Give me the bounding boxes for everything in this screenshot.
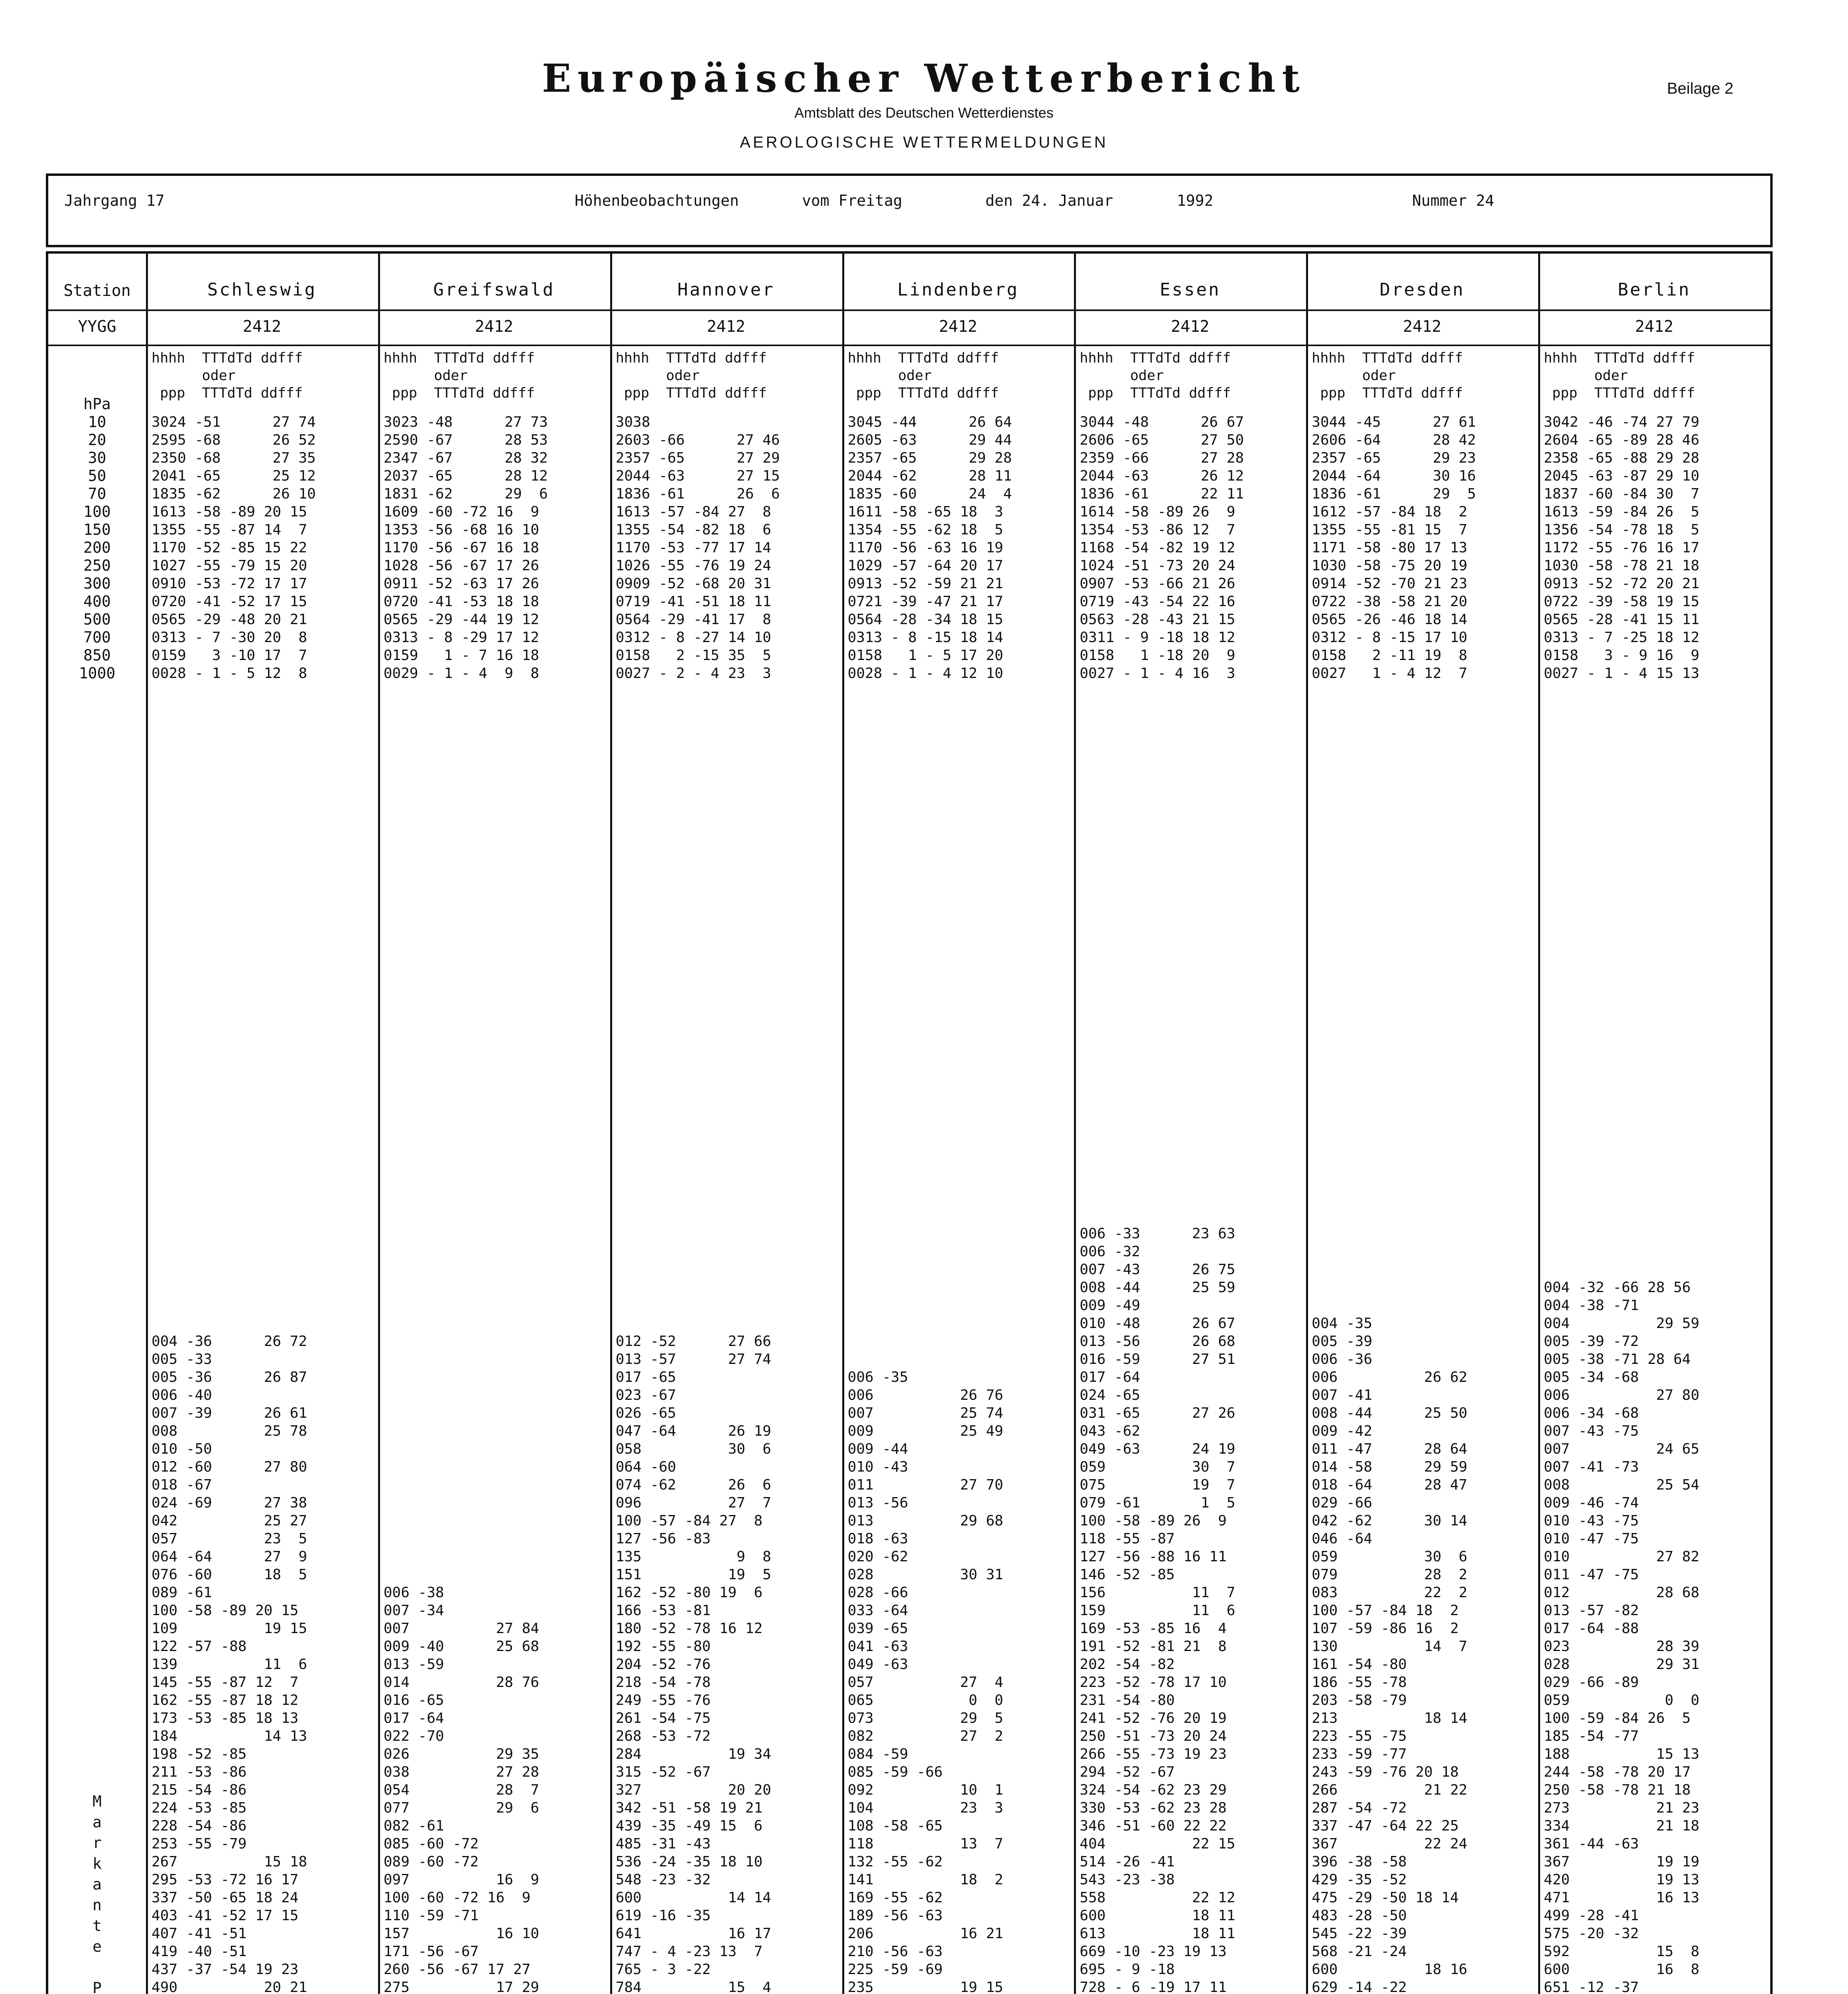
column-divider [1538, 254, 1540, 1994]
page-title: Europäischer Wetterbericht [542, 56, 1306, 101]
column-divider [610, 254, 612, 1994]
column-subheader: hhhh TTTdTd ddfff oder ppp TTTdTd ddfff [152, 350, 303, 401]
station-yygg: 2412 [242, 317, 282, 336]
significant-points: 006 -38 007 -34 007 27 84 009 -40 25 68 013 -59 014 28 76 016 -65 017 -64 022 -70 026 29 35 038 27 28 054 28 7 077 29 6 082 -61 085 -60 -72 089 -60 -72 097 16 9 100 -60 -72 16 9 110 -59 -71 157 16 10 171 -56 -67 260 -56 -67 17 27 275 17 29 [383, 1584, 539, 1994]
column-divider [1074, 254, 1076, 1994]
markante-punkte-label: M a r k a n t e P [93, 1793, 102, 1994]
station-label: Station [63, 282, 131, 300]
standard-levels: 3042 -46 -74 27 79 2604 -65 -89 28 46 2358 -65 -88 29 28 2045 -63 -87 29 10 1837 -60 -84 30 7 1613 -59 -84 26 5 1356 -54 -78 18 5 1172 -55 -76 16 17 1030 -58 -78 21 18 0913 -52 -72 20 21 0722 -39 -58 19 15 0565 -28 -41 15 11 0313 - 7 -25 18 12 0158 3 - 9 16 9 0027 - 1 - 4 15 13 [1544, 414, 1700, 682]
station-yygg: 2412 [1171, 317, 1210, 336]
standard-levels: 3023 -48 27 73 2590 -67 28 53 2347 -67 28 32 2037 -65 28 12 1831 -62 29 6 1609 -60 -72 16 9 1353 -56 -68 16 10 1170 -56 -67 16 18 1028 -56 -67 17 26 0911 -52 -63 17 26 0720 -41 -53 18 18 0565 -29 -44 19 12 0313 - 8 -29 17 12 0159 1 - 7 16 18 0029 - 1 - 4 9 8 [383, 414, 548, 682]
standard-levels: 3038 2603 -66 27 46 2357 -65 27 29 2044 -63 27 15 1836 -61 26 6 1613 -57 -84 27 8 1355 -54 -82 18 6 1170 -53 -77 17 14 1026 -55 -76 19 24 0909 -52 -68 20 31 0719 -41 -51 18 11 0564 -29 -41 17 8 0312 - 8 -27 14 10 0158 2 -15 35 5 0027 - 2 - 4 23 3 [615, 414, 780, 682]
station-name: Schleswig [207, 280, 317, 300]
issue-year: 1992 [1177, 192, 1214, 209]
station-name: Hannover [677, 280, 775, 300]
row-divider [48, 309, 1770, 311]
significant-points: 006 -33 23 63 006 -32 007 -43 26 75 008 -44 25 59 009 -49 010 -48 26 67 013 -56 26 68 016 -59 27 51 017 -64 024 -65 031 -65 27 26 043 -62 049 -63 24 19 059 30 7 075 19 7 079 -61 1 5 100 -58 -89 26 9 118 -55 -87 127 -56 -88 16 11 146 -52 -85 156 11 7 159 11 6 169 -53 -85 16 4 191 -52 -81 21 8 202 -54 -82 223 -52 -78 17 10 231 -54 -80 241 -52 -76 20 19 250 -51 -73 20 24 266 -55 -73 19 23 294 -52 -67 324 -54 -62 23 29 330 -53 -62 23 28 346 -51 -60 22 22 404 22 15 514 -26 -41 543 -23 -38 558 22 12 600 18 11 613 18 11 669 -10 -23 19 13 695 - 9 -18 728 - 6 -19 17 11 [1080, 1226, 1235, 1994]
standard-levels: 3044 -48 26 67 2606 -65 27 50 2359 -66 27 28 2044 -63 26 12 1836 -61 22 11 1614 -58 -89 26 9 1354 -53 -86 12 7 1168 -54 -82 19 12 1024 -51 -73 20 24 0907 -53 -66 21 26 0719 -43 -54 22 16 0563 -28 -43 21 15 0311 - 9 -18 18 12 0158 1 -18 20 9 0027 - 1 - 4 16 3 [1080, 414, 1244, 682]
station-name: Essen [1160, 280, 1221, 300]
significant-points: 004 -36 26 72 005 -33 005 -36 26 87 006 -40 007 -39 26 61 008 25 78 010 -50 012 -60 27 80 018 -67 024 -69 27 38 042 25 27 057 23 5 064 -64 27 9 076 -60 18 5 089 -61 100 -58 -89 20 15 109 19 15 122 -57 -88 139 11 6 145 -55 -87 12 7 162 -55 -87 18 12 173 -53 -85 18 13 184 14 13 198 -52 -85 211 -53 -86 215 -54 -86 224 -53 -85 228 -54 -86 253 -55 -79 267 15 18 295 -53 -72 16 17 337 -50 -65 18 24 403 -41 -52 17 15 407 -41 -51 419 -40 -51 437 -37 -54 19 23 490 20 21 [152, 1333, 307, 1994]
issue-number: Nummer 24 [1412, 192, 1494, 209]
issue-header [46, 173, 1773, 247]
standard-levels: 3024 -51 27 74 2595 -68 26 52 2350 -68 27 35 2041 -65 25 12 1835 -62 26 10 1613 -58 -89 20 15 1355 -55 -87 14 7 1170 -52 -85 15 22 1027 -55 -79 15 20 0910 -53 -72 17 17 0720 -41 -52 17 15 0565 -29 -48 20 21 0313 - 7 -30 20 8 0159 3 -10 17 7 0028 - 1 - 5 12 8 [152, 414, 316, 682]
column-subheader: hhhh TTTdTd ddfff oder ppp TTTdTd ddfff [615, 350, 767, 401]
column-divider [378, 254, 380, 1994]
column-subheader: hhhh TTTdTd ddfff oder ppp TTTdTd ddfff [1080, 350, 1231, 401]
station-name: Lindenberg [897, 280, 1019, 300]
section-title: AEROLOGISCHE WETTERMELDUNGEN [740, 134, 1108, 151]
significant-points: 004 -35 005 -39 006 -36 006 26 62 007 -41 008 -44 25 50 009 -42 011 -47 28 64 014 -58 29 59 018 -64 28 47 029 -66 042 -62 30 14 046 -64 059 30 6 079 28 2 083 22 2 100 -57 -84 18 2 107 -59 -86 16 2 130 14 7 161 -54 -80 186 -55 -78 203 -58 -79 213 18 14 223 -55 -75 233 -59 -77 243 -59 -76 20 18 266 21 22 287 -54 -72 337 -47 -64 22 25 367 22 24 396 -38 -58 429 -35 -52 475 -29 -50 18 14 483 -28 -50 545 -22 -39 568 -21 -24 600 18 16 629 -14 -22 [1312, 1315, 1468, 1994]
significant-points: 004 -32 -66 28 56 004 -38 -71 004 29 59 005 -39 -72 005 -38 -71 28 64 005 -34 -68 006 27 80 006 -34 -68 007 -43 -75 007 24 65 007 -41 -73 008 25 54 009 -46 -74 010 -43 -75 010 -47 -75 010 27 82 011 -47 -75 012 28 68 013 -57 -82 017 -64 -88 023 28 39 028 29 31 029 -66 -89 059 0 0 100 -59 -84 26 5 185 -54 -77 188 15 13 244 -58 -78 20 17 250 -58 -78 21 18 273 21 23 334 21 18 361 -44 -63 367 19 19 420 19 13 471 16 13 499 -28 -41 575 -20 -32 592 15 8 600 16 8 651 -12 -37 [1544, 1279, 1700, 1994]
column-divider [1306, 254, 1308, 1994]
station-yygg: 2412 [1635, 317, 1674, 336]
station-yygg: 2412 [475, 317, 513, 336]
station-yygg: 2412 [939, 317, 977, 336]
station-name: Dresden [1379, 280, 1465, 300]
issue-date: den 24. Januar [985, 192, 1113, 209]
column-divider [146, 254, 148, 1994]
standard-levels: 3045 -44 26 64 2605 -63 29 44 2357 -65 29 28 2044 -62 28 11 1835 -60 24 4 1611 -58 -65 18 3 1354 -55 -62 18 5 1170 -56 -63 16 19 1029 -57 -64 20 17 0913 -52 -59 21 21 0721 -39 -47 21 17 0564 -28 -34 18 15 0313 - 8 -15 18 14 0158 1 - 5 17 20 0028 - 1 - 4 12 10 [847, 414, 1012, 682]
standard-levels: 3044 -45 27 61 2606 -64 28 42 2357 -65 29 23 2044 -64 30 16 1836 -61 29 5 1612 -57 -84 18 2 1355 -55 -81 15 7 1171 -58 -80 17 13 1030 -58 -75 20 19 0914 -52 -70 21 23 0722 -38 -58 21 20 0565 -26 -46 18 14 0312 - 8 -15 17 10 0158 2 -11 19 8 0027 1 - 4 12 7 [1312, 414, 1476, 682]
station-yygg: 2412 [1403, 317, 1442, 336]
column-subheader: hhhh TTTdTd ddfff oder ppp TTTdTd ddfff [847, 350, 999, 401]
column-subheader: hhhh TTTdTd ddfff oder ppp TTTdTd ddfff [1544, 350, 1695, 401]
beilage-label: Beilage 2 [1667, 80, 1734, 97]
column-divider [842, 254, 844, 1994]
page-subtitle: Amtsblatt des Deutschen Wetterdienstes [794, 104, 1054, 121]
yygg-label: YYGG [78, 317, 116, 336]
hpa-label: hPa [83, 395, 111, 413]
jahrgang: Jahrgang 17 [64, 192, 165, 209]
station-name: Berlin [1617, 280, 1691, 300]
pressure-levels: 10 20 30 50 70 100 150 200 250 300 400 500 700 850 1000 [79, 413, 116, 682]
weekday: vom Freitag [802, 192, 902, 209]
significant-points: 012 -52 27 66 013 -57 27 74 017 -65 023 -67 026 -65 047 -64 26 19 058 30 6 064 -60 074 -62 26 6 096 27 7 100 -57 -84 27 8 127 -56 -83 135 9 8 151 19 5 162 -52 -80 19 6 166 -53 -81 180 -52 -78 16 12 192 -55 -80 204 -52 -76 218 -54 -78 249 -55 -76 261 -54 -75 268 -53 -72 284 19 34 315 -52 -67 327 20 20 342 -51 -58 19 21 439 -35 -49 15 6 485 -31 -43 536 -24 -35 18 10 548 -23 -32 600 14 14 619 -16 -35 641 16 17 747 - 4 -23 13 7 765 - 3 -22 784 15 4 [615, 1333, 771, 1994]
column-subheader: hhhh TTTdTd ddfff oder ppp TTTdTd ddfff [1312, 350, 1463, 401]
data-table [46, 251, 1773, 1994]
row-divider [48, 345, 1770, 346]
station-name: Greifswald [433, 280, 555, 300]
obs-type: Höhenbeobachtungen [575, 192, 739, 209]
significant-points: 006 -35 006 26 76 007 25 74 009 25 49 009 -44 010 -43 011 27 70 013 -56 013 29 68 018 -63 020 -62 028 30 31 028 -66 033 -64 039 -65 041 -63 049 -63 057 27 4 065 0 0 073 29 5 082 27 2 084 -59 085 -59 -66 092 10 1 104 23 3 108 -58 -65 118 13 7 132 -55 -62 141 18 2 169 -55 -62 189 -56 -63 206 16 21 210 -56 -63 225 -59 -69 235 19 15 [847, 1369, 1003, 1994]
station-yygg: 2412 [707, 317, 745, 336]
column-subheader: hhhh TTTdTd ddfff oder ppp TTTdTd ddfff [383, 350, 535, 401]
